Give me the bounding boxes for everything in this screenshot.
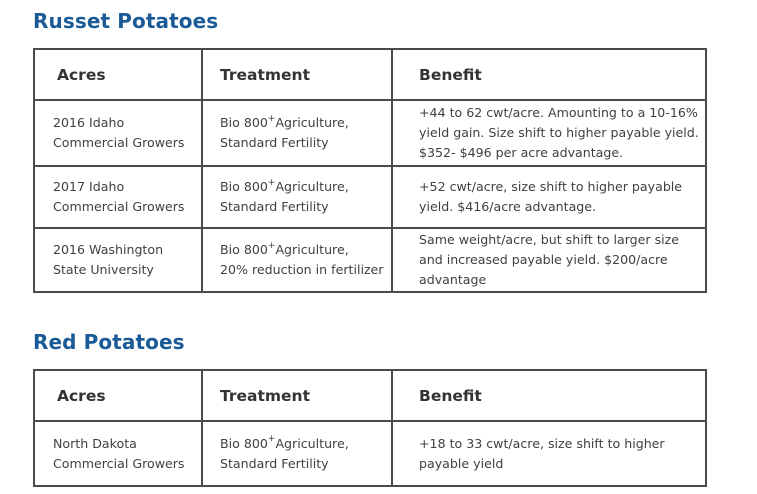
- acres-line: Commercial Growers: [53, 455, 185, 471]
- treatment-line: Standard Fertility: [220, 199, 329, 214]
- acres-line: 2016 Idaho: [53, 115, 125, 130]
- treatment-superscript: +: [267, 240, 276, 251]
- benefit-cell: [392, 166, 706, 228]
- column-header-acres: Acres: [34, 49, 202, 100]
- acres-line: 2016 Washington: [53, 242, 164, 257]
- table-row: [34, 166, 706, 228]
- benefit-line: advantage: [419, 272, 487, 287]
- benefit-line: and increased payable yield. $200/acre: [419, 252, 668, 267]
- acres-line: 2017 Idaho: [53, 179, 125, 194]
- column-header-benefit: Benefit: [392, 370, 706, 421]
- acres-line: Commercial Growers: [53, 135, 185, 150]
- treatment-superscript: +: [267, 434, 276, 445]
- treatment-suffix: Agriculture,: [275, 115, 349, 130]
- benefit-line: yield. $416/acre advantage.: [419, 199, 597, 214]
- table-row: [34, 100, 706, 166]
- red-potatoes-table: [33, 369, 707, 487]
- treatment-product: Bio 800: [220, 435, 268, 451]
- treatment-suffix: Agriculture,: [275, 435, 349, 451]
- table-header-row: [34, 49, 706, 100]
- acres-cell: [34, 421, 202, 486]
- treatment-line: Standard Fertility: [220, 455, 329, 471]
- acres-cell: [34, 100, 202, 166]
- table-header-row: [34, 370, 706, 421]
- benefit-line: Same weight/acre, but shift to larger size: [419, 232, 680, 247]
- column-header-treatment: Treatment: [202, 370, 392, 421]
- treatment-product: Bio 800: [220, 242, 268, 257]
- treatment-line: [220, 240, 383, 260]
- benefit-cell: [392, 228, 706, 292]
- table-row: [34, 228, 706, 292]
- benefit-line: yield gain. Size shift to higher payable yield.: [419, 125, 699, 140]
- benefit-line: +44 to 62 cwt/acre. Amounting to a 10-16%: [419, 105, 698, 120]
- treatment-suffix: Agriculture,: [275, 242, 349, 257]
- treatment-superscript: +: [267, 177, 276, 188]
- column-header-acres: Acres: [34, 370, 202, 421]
- treatment-line: [220, 177, 383, 197]
- column-header-benefit: Benefit: [392, 49, 706, 100]
- treatment-line: Standard Fertility: [220, 135, 329, 150]
- treatment-cell: [202, 421, 392, 486]
- column-header-treatment: Treatment: [202, 49, 392, 100]
- treatment-superscript: +: [267, 113, 276, 124]
- treatment-line: 20% reduction in fertilizer: [220, 262, 384, 277]
- treatment-product: Bio 800: [220, 115, 268, 130]
- treatment-cell: [202, 166, 392, 228]
- treatment-line: [220, 434, 383, 454]
- section-title-russet: Russet Potatoes: [33, 9, 219, 33]
- benefit-line: +52 cwt/acre, size shift to higher payable: [419, 179, 683, 194]
- acres-line: State University: [53, 262, 154, 277]
- benefit-line: +18 to 33 cwt/acre, size shift to higher: [419, 435, 665, 451]
- treatment-line: [220, 113, 383, 133]
- benefit-cell: [392, 100, 706, 166]
- russet-potatoes-table: [33, 48, 707, 293]
- treatment-product: Bio 800: [220, 179, 268, 194]
- benefit-cell: [392, 421, 706, 486]
- treatment-cell: [202, 100, 392, 166]
- acres-line: Commercial Growers: [53, 199, 185, 214]
- benefit-line: $352- $496 per acre advantage.: [419, 145, 624, 160]
- acres-cell: [34, 228, 202, 292]
- table-row: [34, 421, 706, 486]
- acres-line: North Dakota: [53, 435, 137, 451]
- acres-cell: [34, 166, 202, 228]
- benefit-line: payable yield: [419, 455, 504, 471]
- section-title-red: Red Potatoes: [33, 330, 185, 354]
- treatment-cell: [202, 228, 392, 292]
- treatment-suffix: Agriculture,: [275, 179, 349, 194]
